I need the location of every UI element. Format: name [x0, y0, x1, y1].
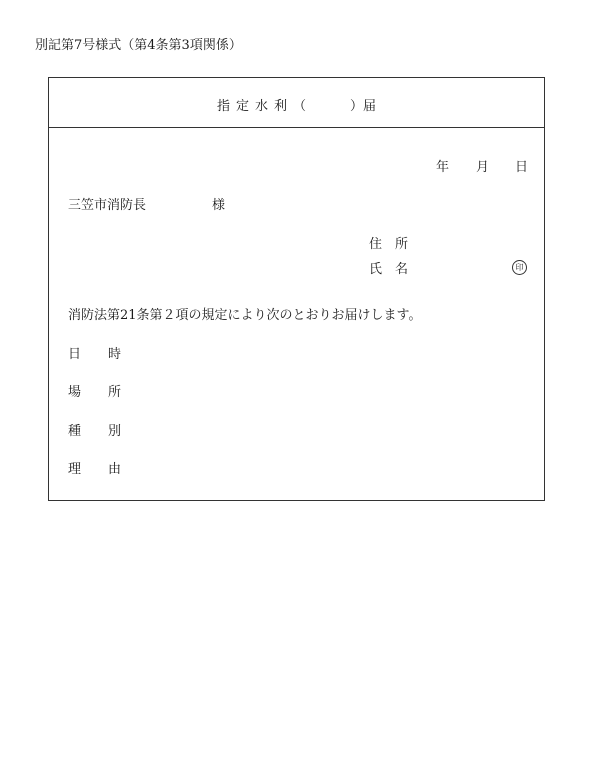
date-month-label: 月 [476, 160, 490, 175]
field-label-char-2: 所 [108, 385, 122, 400]
field-label-char-2: 別 [108, 424, 122, 439]
address-label [369, 233, 429, 251]
name-label-char-1: 氏 [369, 262, 383, 277]
date-year-label: 年 [436, 160, 450, 175]
field-label-char-2: 時 [108, 347, 122, 362]
form-number: 別記第7号様式（第4条第3項関係） [35, 38, 242, 53]
address-label-char-1: 住 [369, 237, 383, 252]
title-open-paren: （ [292, 99, 306, 114]
title-close: ）届 [350, 99, 377, 114]
field-label-char-1: 理 [68, 462, 82, 477]
name-label-char-2: 名 [395, 262, 409, 277]
form-box [48, 77, 545, 501]
title-row [49, 78, 544, 128]
name-label [369, 258, 429, 276]
field-type-label [68, 420, 128, 438]
seal-mark: 印 [512, 260, 527, 275]
statement-text: 消防法第21条第２項の規定により次のとおりお届けします。 [68, 308, 422, 323]
recipient-name: 三笠市消防長 [68, 198, 147, 213]
field-reason-label [68, 458, 128, 476]
field-label-char-1: 日 [68, 347, 82, 362]
address-label-char-2: 所 [395, 237, 409, 252]
field-datetime-label [68, 343, 128, 361]
field-place-label [68, 381, 128, 399]
field-label-char-2: 由 [108, 462, 122, 477]
recipient-honorific: 様 [212, 198, 226, 213]
title-main: 指定水利 [216, 99, 293, 114]
field-label-char-1: 場 [68, 385, 82, 400]
field-label-char-1: 種 [68, 424, 82, 439]
form-title [49, 95, 544, 114]
date-day-label: 日 [515, 160, 529, 175]
